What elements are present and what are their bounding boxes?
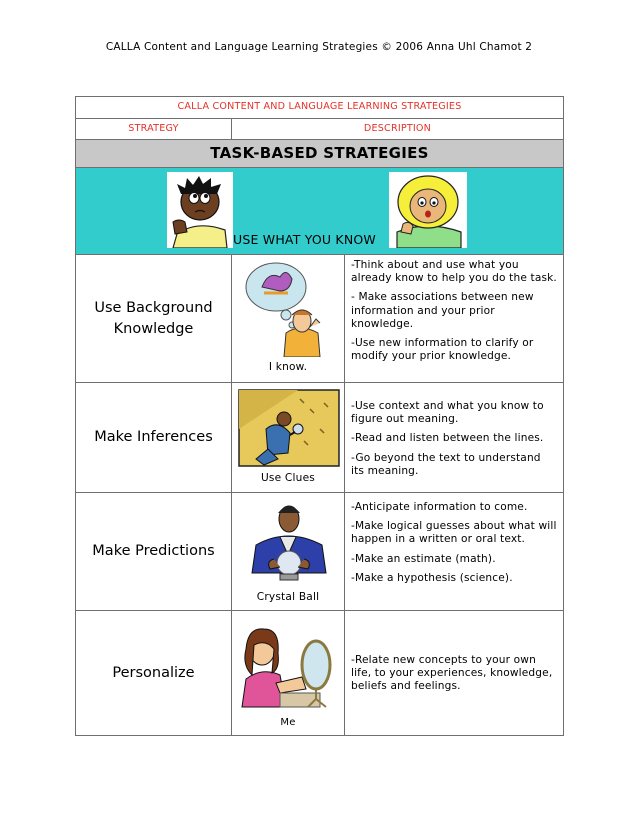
banner-row (76, 168, 563, 255)
description-line: -Make a hypothesis (science). (351, 571, 513, 584)
image-cell (232, 611, 344, 735)
image-cell (232, 255, 344, 382)
strategy-name: Use Background Knowledge (94, 299, 213, 337)
image-cell (232, 493, 344, 610)
image-cell (232, 383, 344, 492)
description-line: -Think about and use what you already know to help you do the task. (351, 259, 557, 285)
description-line: - Make associations between new information and your prior knowledge. (351, 291, 534, 330)
table-title: CALLA CONTENT AND LANGUAGE LEARNING STRATEGIES (177, 101, 462, 112)
table-row (76, 383, 563, 493)
strategy-name: Make Predictions (92, 543, 215, 559)
table-title-row (76, 97, 563, 119)
image-caption: Me (280, 717, 296, 728)
description-line: -Go beyond the text to understand its meaning. (351, 451, 541, 477)
strategies-table (75, 96, 564, 736)
description-line: -Use context and what you know to figure out meaning. (351, 400, 544, 426)
table-row (76, 255, 563, 383)
magnifying-glass-man-icon (238, 389, 340, 467)
worried-girl-icon (389, 172, 467, 248)
strategy-description (345, 255, 563, 382)
crystal-ball-icon (246, 497, 332, 587)
image-caption: Use Clues (260, 472, 316, 484)
image-caption: Crystal Ball (256, 591, 320, 603)
column-header-description: DESCRIPTION (363, 123, 432, 134)
description-line: -Relate new concepts to your own life, to your experiences, knowledge, beliefs and feelings. (351, 654, 553, 693)
description-line: -Use new information to clarify or modify your prior knowledge. (351, 337, 534, 363)
column-header-row (76, 119, 563, 140)
table-row (76, 493, 563, 611)
strategy-description (345, 611, 563, 735)
thinking-boy-icon (240, 257, 332, 357)
description-line: -Make logical guesses about what will happen in a written or oral text. (351, 520, 557, 546)
banner-text: USE WHAT YOU KNOW (233, 232, 376, 247)
table-row (76, 611, 563, 735)
section-title: TASK-BASED STRATEGIES (210, 144, 429, 162)
strategy-description (345, 383, 563, 492)
page-header: CALLA Content and Language Learning Strategies © 2006 Anna Uhl Chamot 2 (105, 41, 533, 53)
column-header-strategy: STRATEGY (128, 123, 179, 134)
description-line: -Read and listen between the lines. (351, 432, 544, 445)
strategy-description (345, 493, 563, 610)
thinking-boy-icon (167, 172, 233, 248)
image-caption: I know. (268, 361, 308, 373)
woman-mirror-icon (236, 619, 340, 709)
strategy-name: Make Inferences (94, 429, 213, 445)
section-row (76, 140, 563, 168)
description-line: -Anticipate information to come. (351, 501, 528, 513)
description-line: -Make an estimate (math). (351, 552, 496, 565)
strategy-name: Personalize (112, 664, 195, 681)
